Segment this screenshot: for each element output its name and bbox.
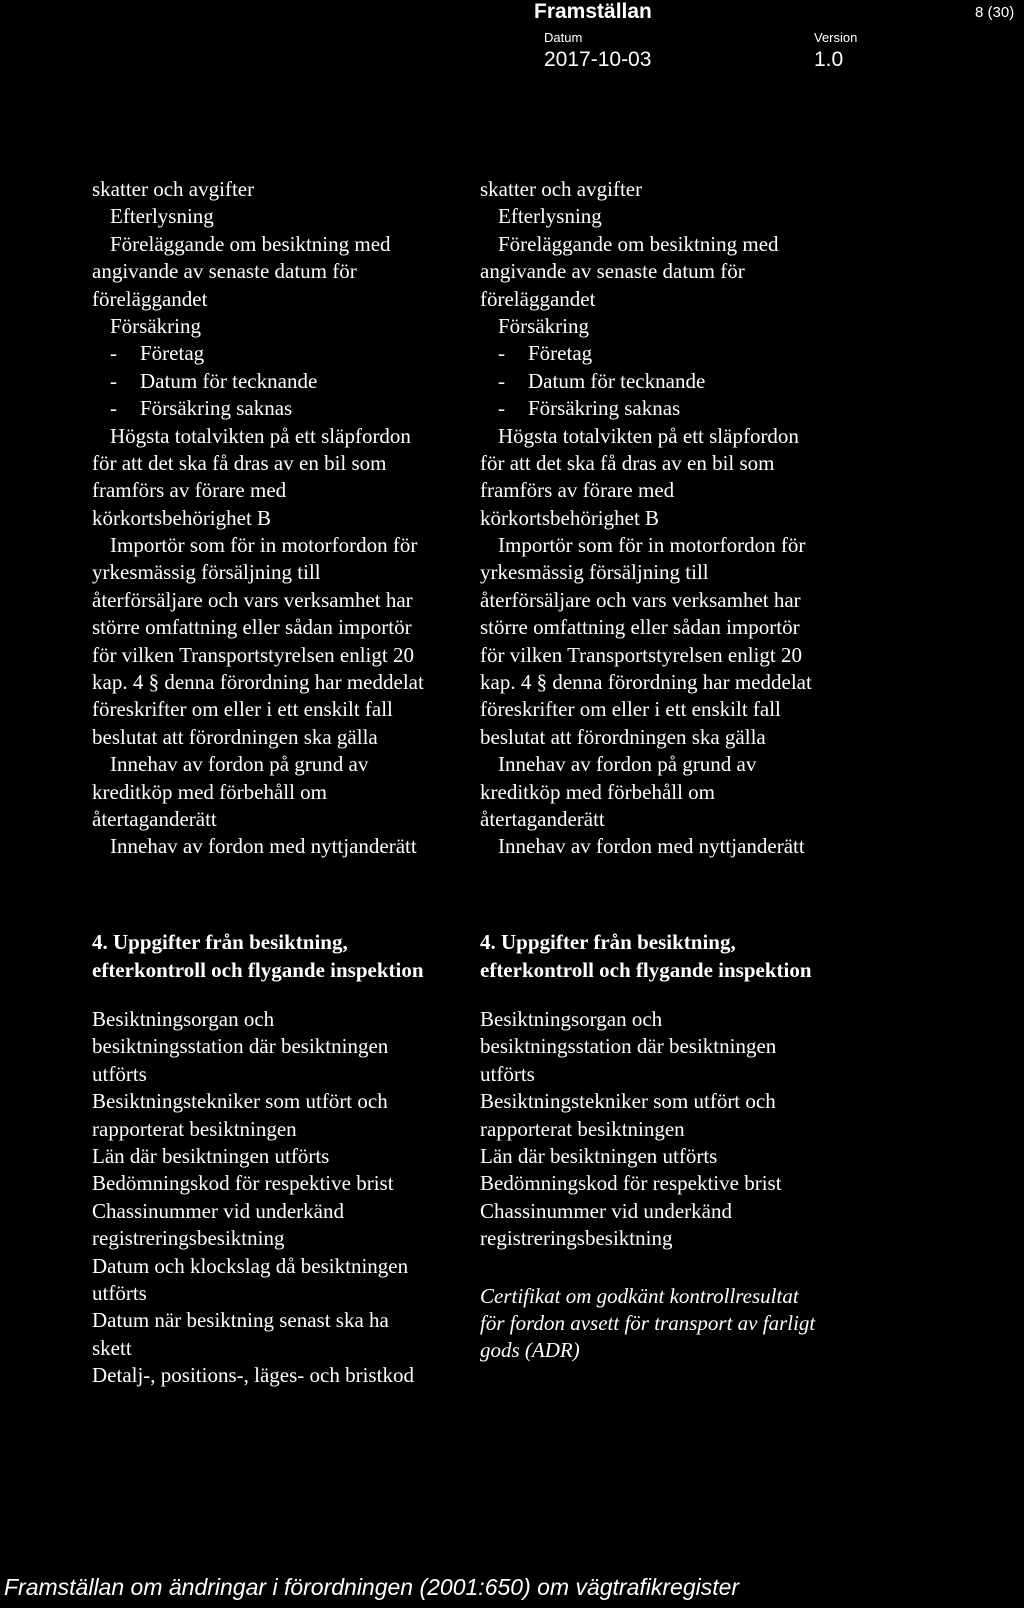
list-item: registreringsbesiktning [480,1226,673,1251]
adr-certificate-text: för fordon avsett för transport av farligt [480,1310,816,1335]
list-item: större omfattning eller sådan importör [480,615,800,640]
list-item: Besiktningsorgan och [480,1007,663,1031]
list-item: Datum när besiktning senast ska ha [92,1308,389,1333]
list-item: Län där besiktningen utförts [92,1143,330,1168]
section-4-left [92,928,472,1389]
list-item: Importör som för in motorfordon för [498,533,806,558]
list-item: kap. 4 § denna förordning har meddelat [480,670,812,695]
list-item-text: Datum för tecknande [140,368,318,393]
list-item: beslutat att förordningen ska gälla [92,724,378,749]
list-item: Län där besiktningen utförts [480,1143,718,1168]
dash-bullet: - [498,396,505,421]
list-item: skett [92,1335,132,1360]
list-item: föreskrifter om eller i ett enskilt fall [480,697,781,722]
dash-bullet: - [498,368,505,393]
list-item: rapporterat besiktningen [480,1116,685,1141]
list-item: Bedömningskod för respektive brist [92,1171,394,1196]
datum-value: 2017-10-03 [544,48,652,71]
list-item: Innehav av fordon med nyttjanderätt [498,834,805,859]
list-item: Innehav av fordon med nyttjanderätt [110,834,417,859]
list-item: Besiktningsorgan och [92,1007,275,1031]
list-item: för att det ska få dras av en bil som [480,450,775,475]
page-number: 8 (30) [975,4,1015,21]
list-item: Innehav av fordon på grund av [110,752,369,777]
list-item: Besiktningstekniker som utfört och [92,1089,388,1114]
list-item: kreditköp med förbehåll om [92,779,328,804]
list-item: Importör som för in motorfordon för [110,533,418,558]
list-item [480,368,860,395]
list-item: angivande av senaste datum för [480,259,745,284]
list-item-text: Datum för tecknande [528,368,706,393]
list-item: angivande av senaste datum för [92,259,357,284]
list-item: skatter och avgifter [92,177,255,201]
list-item [480,340,860,367]
list-item: Besiktningstekniker som utfört och [480,1089,776,1114]
list-item: Detalj-, positions-, läges- och bristkod [92,1363,414,1388]
list-item: större omfattning eller sådan importör [92,615,412,640]
dash-bullet: - [498,341,505,366]
list-item-text: Försäkring saknas [528,396,681,421]
list-item: besiktningsstation där besiktningen [480,1034,777,1059]
list-item: Efterlysning [498,204,602,229]
list-item: utförts [92,1061,147,1086]
list-item: utförts [480,1061,535,1086]
section-heading: 4. Uppgifter från besiktning, [480,930,736,954]
version-label: Version [814,30,858,45]
list-item: framförs av förare med [92,478,287,503]
dash-bullet: - [110,396,117,421]
list-item: återförsäljare och vars verksamhet har [92,587,413,612]
list-item: yrkesmässig försäljning till [480,560,709,585]
list-item: för att det ska få dras av en bil som [92,450,387,475]
list-item: rapporterat besiktningen [92,1116,297,1141]
adr-certificate-text: gods (ADR) [480,1338,580,1363]
section-heading: 4. Uppgifter från besiktning, [92,930,348,954]
list-item [92,395,472,422]
list-item: återtaganderätt [92,806,217,831]
list-item: föreskrifter om eller i ett enskilt fall [92,697,393,722]
list-item: Chassinummer vid underkänd [480,1198,732,1223]
datum-label: Datum [544,30,583,45]
list-item: Innehav av fordon på grund av [498,752,757,777]
list-item: Föreläggande om besiktning med [498,231,779,256]
dash-bullet: - [110,368,117,393]
list-item-text: Företag [140,341,205,366]
list-item: besiktningsstation där besiktningen [92,1034,389,1059]
list-item: Chassinummer vid underkänd [92,1198,344,1223]
list-item-text: Företag [528,341,593,366]
list-item: återförsäljare och vars verksamhet har [480,587,801,612]
section-heading: efterkontroll och flygande inspektion [92,958,424,982]
section-heading: efterkontroll och flygande inspektion [480,958,812,982]
list-item: Högsta totalvikten på ett släpfordon [498,423,799,448]
list-item [480,395,860,422]
list-item-text: Försäkring saknas [140,396,293,421]
list-item: körkortsbehörighet B [480,505,660,530]
list-item: körkortsbehörighet B [92,505,272,530]
right-column-list [480,176,860,861]
list-item: föreläggandet [92,286,208,311]
list-item: Högsta totalvikten på ett släpfordon [110,423,411,448]
list-item: beslutat att förordningen ska gälla [480,724,766,749]
list-item: Försäkring [498,313,589,338]
dash-bullet: - [110,341,117,366]
list-item: kap. 4 § denna förordning har meddelat [92,670,424,695]
list-item: Datum och klockslag då besiktningen [92,1253,409,1278]
list-item: skatter och avgifter [480,177,643,201]
list-item: föreläggandet [480,286,596,311]
list-item: kreditköp med förbehåll om [480,779,716,804]
left-column-list [92,176,472,861]
list-item: Föreläggande om besiktning med [110,231,391,256]
list-item: för vilken Transportstyrelsen enligt 20 [92,642,414,667]
footer-title: Framställan om ändringar i förordningen (2001:650) om vägtrafikregister [4,1574,740,1600]
version-value: 1.0 [814,48,844,71]
document-title: Framställan [534,0,652,23]
list-item [92,368,472,395]
list-item: Bedömningskod för respektive brist [480,1171,782,1196]
list-item: registreringsbesiktning [92,1226,285,1251]
section-4-right [480,928,860,1365]
adr-certificate-text: Certifikat om godkänt kontrollresultat [480,1283,799,1308]
list-item: återtaganderätt [480,806,605,831]
list-item [92,340,472,367]
list-item: utförts [92,1280,147,1305]
list-item: Efterlysning [110,204,214,229]
list-item: för vilken Transportstyrelsen enligt 20 [480,642,802,667]
list-item: framförs av förare med [480,478,675,503]
list-item: Försäkring [110,313,201,338]
list-item: yrkesmässig försäljning till [92,560,321,585]
